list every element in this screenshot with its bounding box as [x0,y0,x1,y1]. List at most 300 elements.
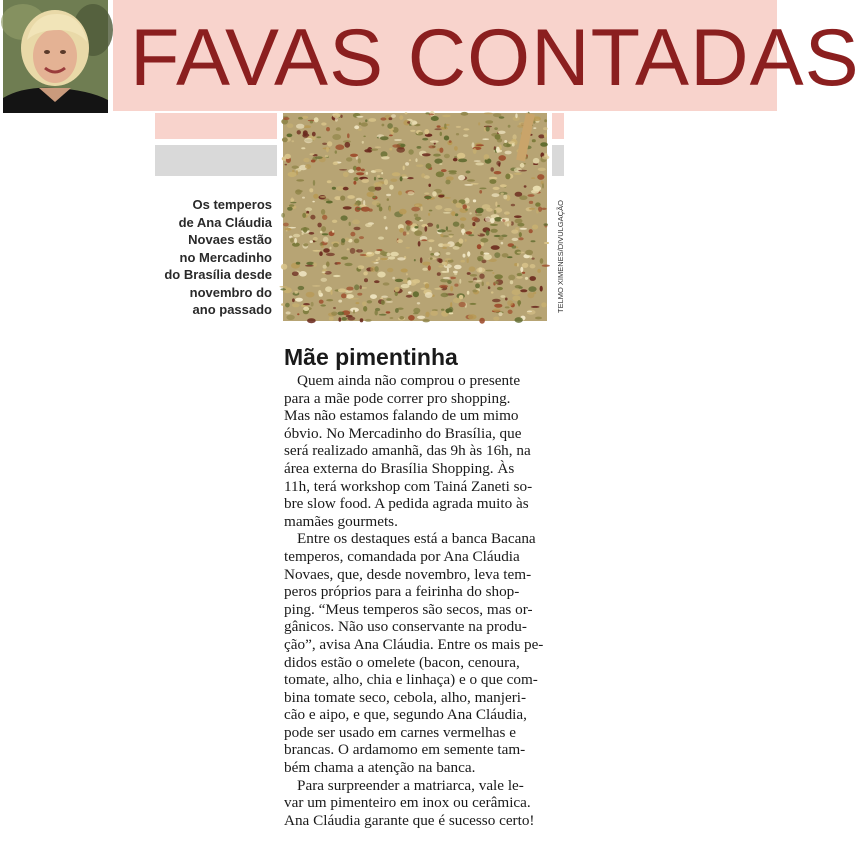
spice-speck [347,248,350,250]
spice-speck [501,193,504,195]
spice-speck [424,196,431,199]
spice-speck [410,130,415,132]
spice-speck [360,204,367,207]
spice-speck [407,280,411,285]
spice-speck [491,291,494,293]
spice-speck [463,254,466,258]
spice-speck [327,141,332,146]
body-line: bre slow food. A pedida agrada muito às [284,495,529,513]
spice-speck [497,205,500,207]
spice-speck [285,228,292,231]
spice-speck [414,230,422,236]
spice-speck [472,289,477,292]
spice-speck [345,142,351,148]
spice-speck [382,124,385,127]
spice-speck [282,137,288,142]
spice-speck [479,188,486,190]
spice-speck [356,167,361,171]
spice-speck [323,265,327,269]
spice-speck [494,252,500,258]
spice-speck [494,274,503,279]
spice-speck [520,163,525,168]
spice-speck [331,312,337,316]
spice-speck [458,159,467,163]
spice-speck [373,182,382,187]
spice-speck [475,162,484,165]
spice-speck [379,314,387,316]
spice-speck [437,125,441,127]
spice-speck [515,317,523,323]
spice-speck [384,216,387,219]
spice-speck [310,215,315,220]
spice-speck [325,155,329,157]
spice-speck [511,204,515,207]
spice-speck [389,117,393,120]
spice-speck [315,156,323,159]
spice-speck [287,207,293,211]
spice-speck [442,247,447,249]
spice-speck [501,242,504,245]
spice-speck [399,209,407,215]
spice-speck [381,172,383,174]
spice-speck [283,117,289,120]
body-line: será realizado amanhã, das 9h às 16h, na [284,442,531,460]
spice-speck [398,191,402,196]
spice-speck [456,203,463,208]
spice-speck [294,291,298,294]
spice-speck [417,302,420,304]
spice-speck [326,147,329,153]
spice-speck [350,154,358,157]
spice-speck [368,118,376,122]
spice-speck [321,278,328,282]
spice-speck [463,134,468,137]
spice-speck [453,246,460,250]
spice-speck [491,167,494,171]
spice-speck [333,307,336,309]
spice-speck [399,316,404,320]
spice-speck [406,247,410,249]
spice-speck [449,307,454,313]
spice-speck [540,258,544,264]
spice-speck [349,222,351,226]
spice-speck [304,138,313,143]
spice-speck [504,221,511,226]
spice-speck [435,205,442,210]
spice-speck [478,267,482,272]
spice-speck [317,223,321,228]
spice-speck [363,271,368,275]
spice-speck [387,123,393,129]
spice-speck [378,237,384,240]
spice-speck [312,285,321,287]
spice-speck [491,245,500,250]
spice-speck [434,159,442,164]
spice-speck [422,153,431,156]
spice-speck [319,251,323,256]
spice-speck [414,259,416,261]
spice-speck [376,249,382,251]
spice-speck [313,263,317,267]
spice-speck [406,295,413,298]
spice-speck [519,232,522,237]
spice-speck [400,144,405,148]
spice-speck [465,239,467,242]
spice-speck [365,223,372,227]
spice-speck [403,166,405,171]
spice-speck [354,227,361,230]
caption-line: no Mercadinho [179,249,272,265]
spice-speck [485,270,493,272]
spice-speck [290,202,296,204]
spice-speck [356,249,363,253]
spice-speck [425,312,429,318]
spice-speck [532,139,536,142]
spice-speck [482,138,489,140]
spice-speck [532,225,538,230]
spice-speck [292,271,299,276]
spice-speck [370,294,377,299]
spice-speck [517,252,525,254]
spice-speck [335,118,338,122]
spice-speck [524,185,527,187]
spice-speck [537,174,544,180]
spice-speck [359,122,361,125]
spice-speck [444,154,450,159]
spice-speck [332,230,334,233]
spice-speck [296,262,301,265]
spice-speck [410,120,417,125]
spice-speck [381,296,388,298]
spice-speck [446,252,451,255]
spice-speck [466,171,471,174]
spice-speck [306,292,315,298]
spice-speck [310,121,313,124]
spice-speck [484,113,493,115]
spice-speck [528,286,536,292]
spice-speck [482,282,484,287]
spice-speck [350,232,355,237]
spice-speck [531,306,540,308]
spice-speck [397,239,403,243]
spice-speck [459,295,464,299]
spice-speck [367,252,372,254]
spice-speck [332,187,336,190]
spice-speck [347,133,350,138]
spice-speck [287,124,294,129]
spice-speck [418,241,421,247]
spice-speck [472,217,478,222]
spice-speck [350,298,359,300]
spice-speck [433,154,441,157]
spice-speck [527,310,536,315]
spice-speck [326,299,333,301]
spice-speck [528,194,535,197]
spice-speck [322,143,327,145]
spice-speck [297,130,301,134]
spice-speck [507,300,513,306]
spice-speck [428,145,435,148]
spice-speck [486,282,490,286]
spice-speck [453,158,458,162]
spice-speck [361,169,365,172]
spice-speck [312,132,316,137]
spice-speck [489,179,496,184]
spice-speck [437,272,441,276]
spice-speck [473,148,477,154]
spice-speck [359,236,364,239]
body-line: pode ser usado em carnes vermelhas e [284,723,516,741]
spice-speck [505,174,510,180]
spice-speck [456,126,461,128]
spice-speck [309,232,315,235]
spice-speck [461,112,469,116]
spice-speck [474,160,481,162]
spice-speck [530,264,536,268]
spice-speck [442,115,451,118]
spice-speck [386,311,391,313]
spice-speck [498,312,502,316]
spice-speck [337,262,341,264]
spice-speck [361,207,370,212]
spice-speck [489,177,498,180]
spice-speck [396,147,405,153]
spice-speck [354,239,359,244]
spice-speck [366,172,369,175]
spice-speck [400,176,403,181]
spice-speck [305,207,312,211]
spice-speck [459,279,461,284]
spice-speck [358,128,362,130]
spice-speck [529,229,533,233]
body-line: 11h, terá workshop com Tainá Zaneti so- [284,477,533,495]
spice-speck [355,202,359,204]
spice-speck [297,313,299,315]
spice-speck [348,169,354,173]
spice-speck [422,268,428,271]
spice-speck [401,269,408,273]
spice-speck [338,300,342,303]
spice-speck [408,149,413,154]
spice-speck [503,195,507,200]
spice-speck [495,134,501,140]
spice-speck [536,210,539,214]
spice-speck [520,267,523,272]
spice-speck [380,136,389,140]
spice-speck [389,135,393,137]
spice-speck [467,291,470,295]
body-line: ping. “Meus temperos são secos, mas or- [284,600,533,618]
spice-speck [428,184,431,187]
spice-speck [383,282,390,285]
spice-speck [321,122,326,125]
spice-speck [363,136,366,138]
spice-speck [374,280,380,283]
spice-speck [425,292,433,298]
spice-speck [387,198,389,201]
spice-speck [362,301,367,306]
spice-speck [508,125,511,128]
spice-speck [459,302,466,307]
spice-speck [402,176,408,178]
spice-speck [329,317,334,321]
spice-speck [540,142,548,147]
spice-speck [296,179,304,181]
spice-speck [503,218,509,220]
spice-speck [463,128,469,130]
spice-speck [333,275,341,277]
spice-speck [408,291,412,293]
spice-speck [453,199,458,203]
spice-speck [340,115,342,118]
spice-speck [486,230,490,236]
spice-speck [531,190,539,194]
spice-speck [512,143,515,146]
spice-speck [346,157,352,161]
spice-speck [333,113,341,118]
spice-speck [326,261,330,266]
spice-speck [441,169,447,172]
spice-speck [302,197,305,199]
spice-speck [306,213,309,215]
spice-speck [504,140,507,143]
body-line: peros próprios para a feirinha do shop- [284,583,520,601]
spice-speck [517,263,519,267]
spice-speck [364,278,368,282]
spice-speck [519,228,527,230]
spice-speck [512,238,519,241]
spice-speck [507,256,512,258]
spice-speck [345,238,350,242]
spice-speck [544,242,549,244]
spice-speck [467,272,471,275]
spice-speck [518,170,527,172]
spice-speck [303,303,310,305]
spice-speck [311,160,316,163]
spice-speck [352,220,360,225]
spice-speck [405,112,408,114]
spice-speck [444,208,452,211]
spice-speck [395,279,403,282]
spice-speck [478,258,481,262]
spice-speck [303,130,308,136]
spice-speck [360,318,364,322]
photo-credit [550,113,565,321]
spice-speck [290,199,294,201]
spice-speck [418,132,423,135]
spice-speck [287,134,293,138]
spice-speck [505,306,510,308]
spice-speck [480,238,488,243]
spice-speck [446,226,448,230]
spice-speck [429,247,432,251]
spice-speck [313,180,315,186]
spice-speck [358,265,365,269]
spice-speck [420,288,426,290]
body-line: didos estão o omelete (bacon, cenoura, [284,653,520,671]
spice-speck [413,291,419,297]
spice-speck [390,252,399,257]
spice-speck [439,163,442,165]
spice-speck [512,245,517,248]
spice-speck [314,117,319,122]
spice-speck [544,223,548,226]
spice-speck [511,230,518,234]
spice-speck [286,311,291,314]
spice-speck [397,257,405,260]
spice-speck [302,116,308,119]
spice-speck [406,221,412,226]
spice-speck [445,258,452,260]
spice-speck [421,224,428,227]
spice-speck [392,277,395,280]
spice-speck [399,115,403,120]
spice-speck [515,219,523,224]
spice-speck [476,144,484,146]
spice-speck [492,299,501,303]
spice-speck [375,310,378,316]
spice-speck [378,178,383,180]
spice-speck [301,233,303,235]
spice-speck [319,300,324,304]
spice-speck [479,318,485,324]
spice-speck [449,172,457,175]
spice-speck [305,265,314,267]
spice-speck [389,148,392,151]
spice-speck [330,247,332,250]
decor-grey-block [155,145,277,176]
body-line: Para surpreender a matriarca, vale le- [297,776,524,794]
spice-speck [494,281,499,284]
spice-speck [508,275,515,281]
spice-speck [517,300,521,305]
spice-speck [341,238,345,243]
spice-speck [456,133,459,135]
spice-speck [493,187,500,190]
spice-speck [371,149,379,151]
spice-speck [535,202,540,206]
spice-speck [453,222,460,227]
body-line: Novaes, que, desde novembro, leva tem- [284,565,532,583]
spice-speck [492,193,500,197]
spice-speck [434,288,443,290]
spice-speck [537,269,541,273]
body-line: ção”, avisa Ana Cláudia. Entre os mais pe- [284,635,544,653]
spice-speck [341,293,347,298]
spice-speck [447,230,452,232]
spice-speck [292,166,299,169]
spice-speck [443,277,451,279]
spice-speck [371,261,376,263]
spice-speck [338,312,345,316]
spice-speck [406,273,408,275]
photo-credit-text: TELMO XIMENES/DIVULGAÇÃO [556,200,565,313]
spice-speck [522,272,525,274]
spice-speck [389,207,391,212]
spice-speck [292,140,295,142]
spice-speck [285,154,291,159]
spice-speck [354,177,359,181]
spice-speck [432,191,437,196]
spice-speck [475,283,480,288]
spice-speck [408,191,415,195]
spice-speck [498,236,503,240]
spice-speck [392,144,400,147]
spice-speck [417,146,422,149]
spice-speck [544,119,547,122]
spice-speck [391,114,396,118]
article-headline: Mãe pimentinha [284,344,458,370]
